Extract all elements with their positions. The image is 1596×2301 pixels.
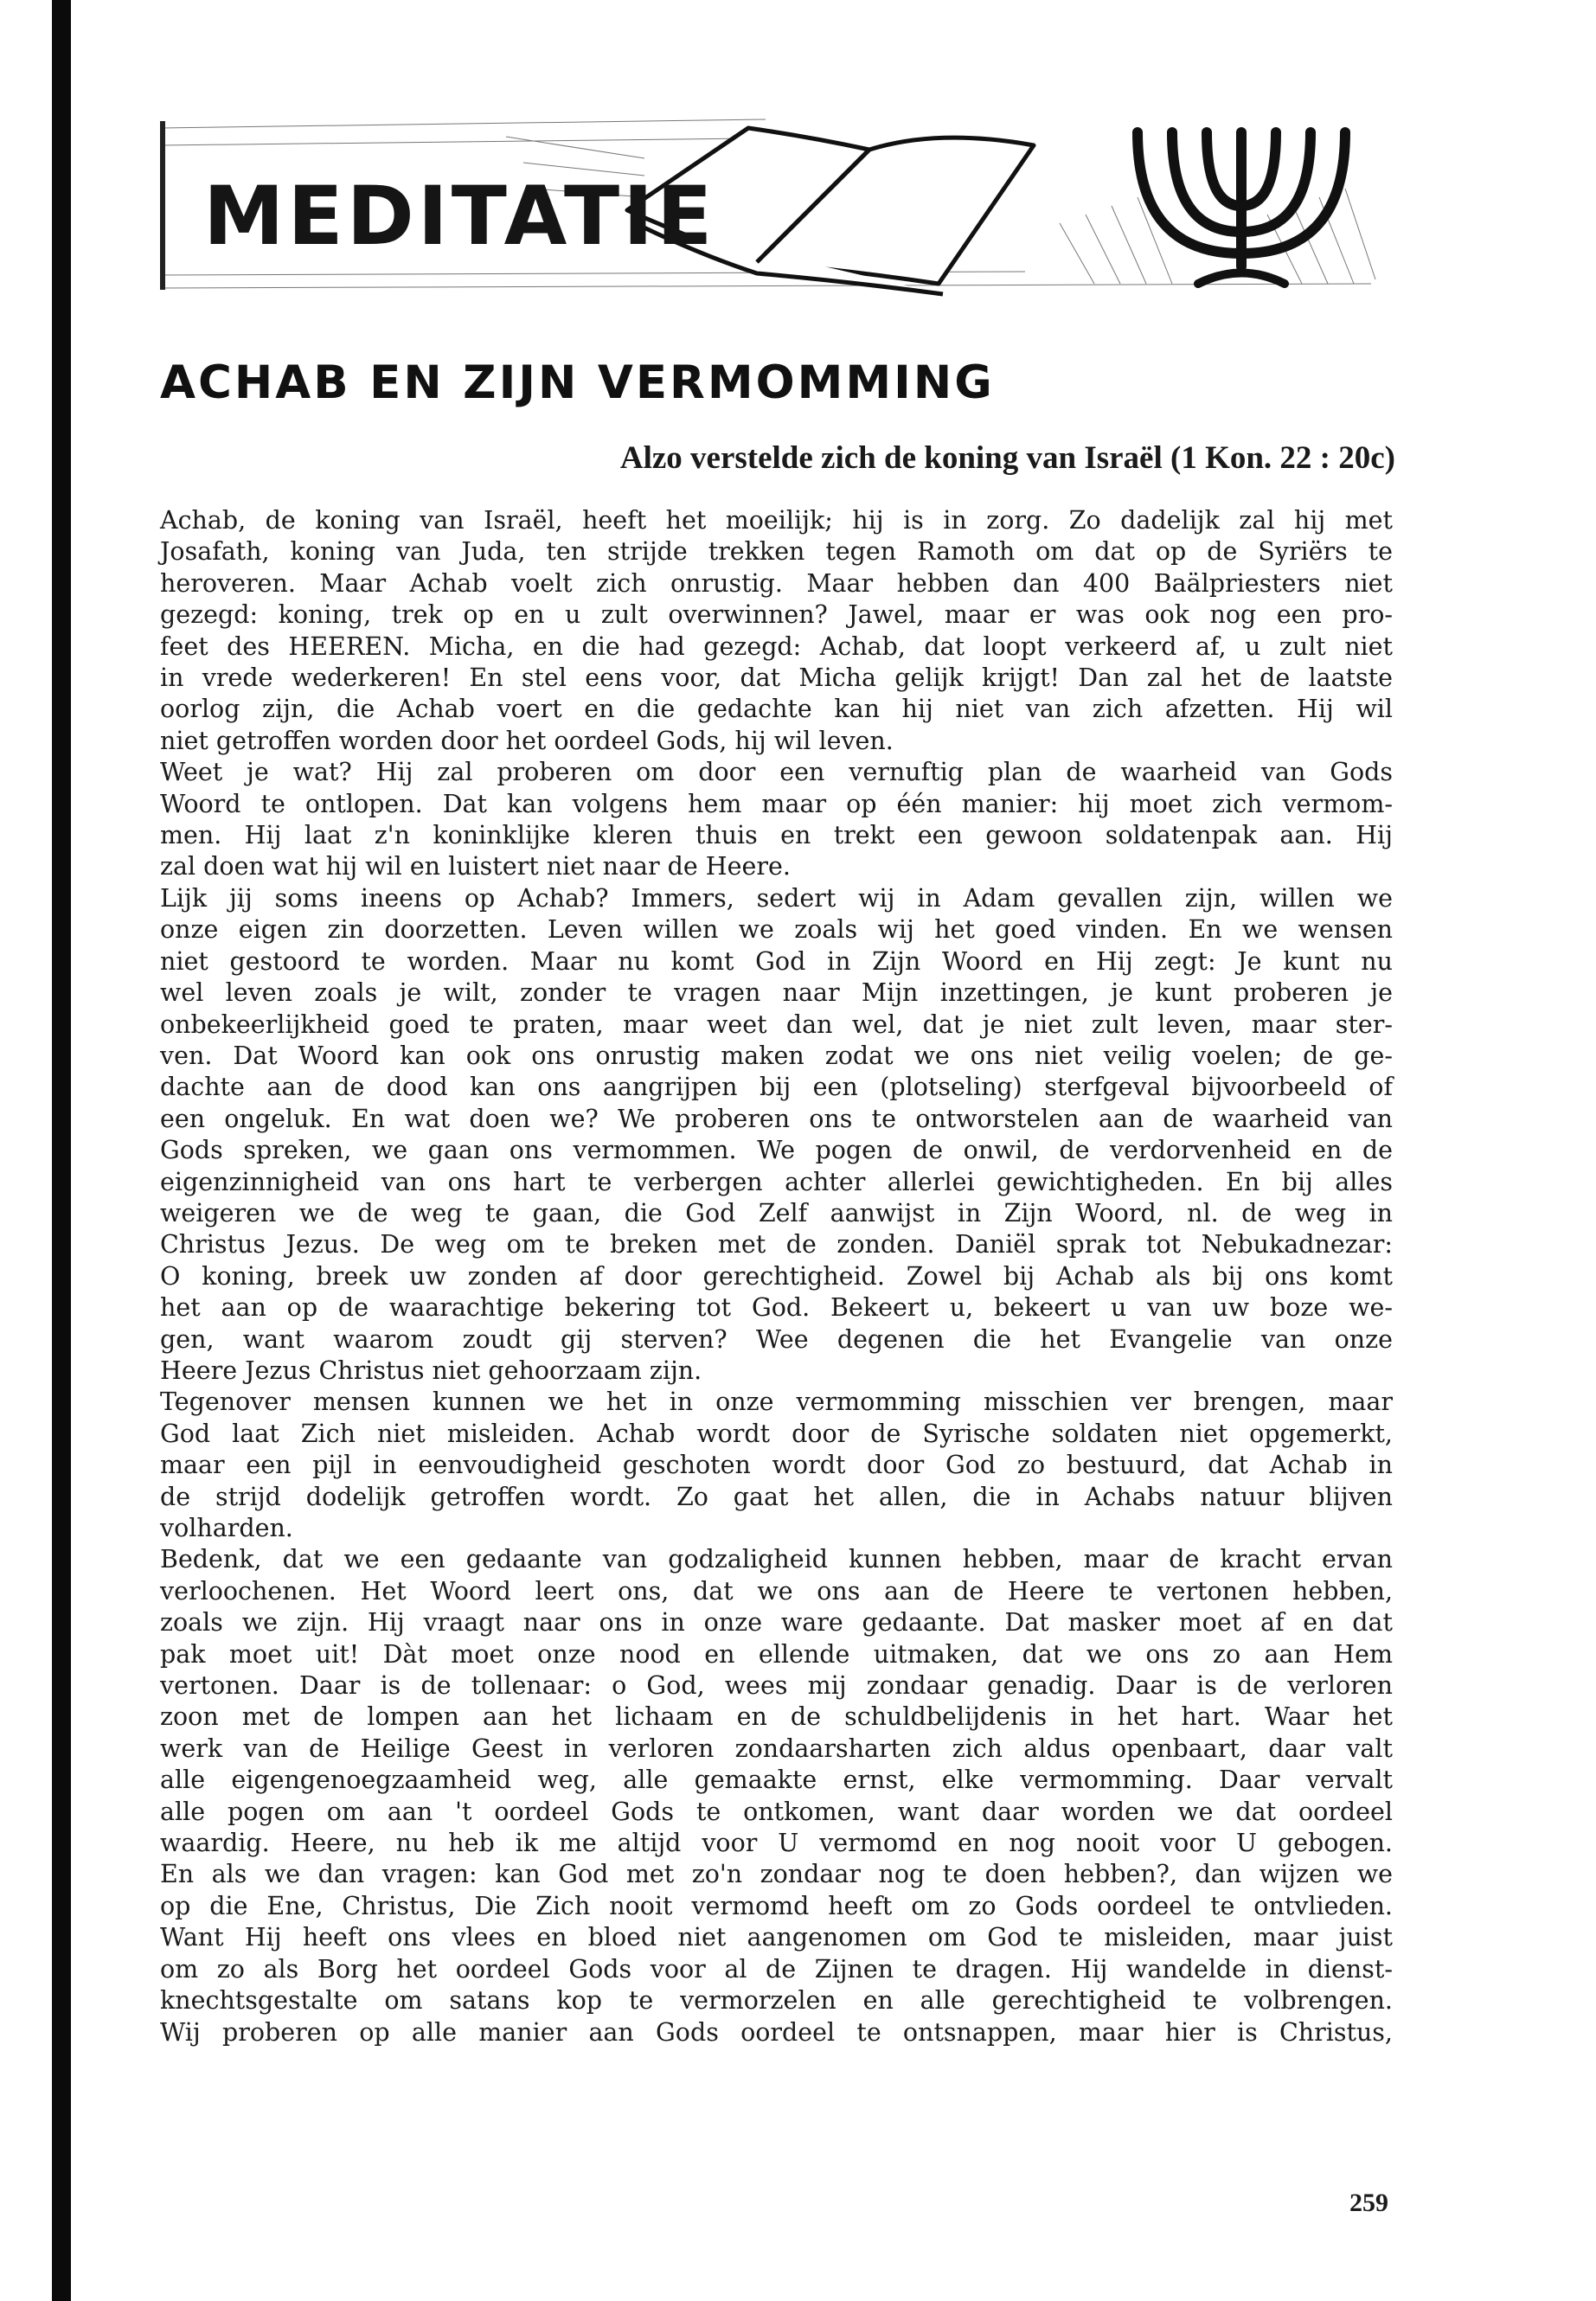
body-line: Josafath, koning van Juda, ten strijde trekken tegen Ramoth om dat op de Syriërs te [160,537,1393,567]
body-line: het aan op de waarachtige bekering tot God. Bekeert u, bekeert u van uw boze we- [160,1293,1393,1323]
body-line: Lijk jij soms ineens op Achab? Immers, sedert wij in Adam gevallen zijn, willen we [160,883,1393,913]
body-line: Wij proberen op alle manier aan Gods oordeel te ontsnappen, maar hier is Christus, [160,2017,1393,2047]
body-line: onze eigen zin doorzetten. Leven willen we zoals wij het goed vinden. En we wensen [160,915,1393,945]
body-line: onbekeerlijkheid goed te praten, maar weet dan wel, dat je niet zult leven, maar ster- [160,1009,1393,1039]
body-line: Christus Jezus. De weg om te breken met de zonden. Daniël sprak tot Nebukadnezar: [160,1230,1393,1259]
body-line: verloochenen. Het Woord leert ons, dat we ons aan de Heere te vertonen hebben, [160,1576,1393,1606]
body-line: werk van de Heilige Geest in verloren zondaarsharten zich aldus openbaart, daar valt [160,1734,1393,1763]
body-line: om zo als Borg het oordeel Gods voor al de Zijnen te dragen. Hij wandelde in dienst- [160,1954,1393,1984]
body-line: oorlog zijn, die Achab voert en die gedachte kan hij niet van zich afzetten. Hij wil [160,695,1393,724]
body-line: een ongeluk. En wat doen we? We proberen ons te ontworstelen aan de waarheid van [160,1104,1393,1133]
body-line: gen, want waarom zoudt gij sterven? Wee degenen die het Evangelie van onze [160,1324,1393,1354]
body-line: vertonen. Daar is de tollenaar: o God, wees mij zondaar genadig. Daar is de verloren [160,1671,1393,1701]
body-line: En als we dan vragen: kan God met zo'n zondaar nog te doen hebben?, dan wijzen we [160,1860,1393,1889]
body-line: in vrede wederkeren! En stel eens voor, dat Micha gelijk krijgt! Dan zal het de laatste [160,663,1393,693]
meditatie-header-banner [160,111,1380,310]
body-line: waardig. Heere, nu heb ik me altijd voor U vermomd en nog nooit voor U gebogen. [160,1829,1393,1858]
body-line: volharden. [160,1514,293,1542]
body-line: eigenzinnigheid van ons hart te verbergen achter allerlei gewichtigheden. En bij alles [160,1167,1393,1196]
body-line: zal doen wat hij wil en luistert niet naar de Heere. [160,852,791,881]
scripture-reference: Alzo verstelde zich de koning van Israël (1 Kon. 22 : 20c) [619,440,1395,476]
body-line: God laat Zich niet misleiden. Achab wordt door de Syrische soldaten niet opgemerkt, [160,1419,1393,1448]
body-line: men. Hij laat z'n koninklijke kleren thuis en trekt een gewoon soldatenpak aan. Hij [160,821,1393,850]
body-line: maar een pijl in eenvoudigheid geschoten wordt door God zo bestuurd, dat Achab in [160,1451,1393,1480]
body-line: pak moet uit! Dàt moet onze nood en ellende uitmaken, dat we ons zo aan Hem [160,1639,1393,1669]
banner-word-meditatie: MEDITATIE [203,170,716,264]
body-line: Want Hij heeft ons vlees en bloed niet aangenomen om God te misleiden, maar juist [160,1923,1393,1952]
body-line: Gods spreken, we gaan ons vermommen. We pogen de onwil, de verdorvenheid en de [160,1136,1393,1165]
body-line: Woord te ontlopen. Dat kan volgens hem maar op één manier: hij moet zich vermom- [160,789,1393,818]
body-line: ven. Dat Woord kan ook ons onrustig maken zodat we ons niet veilig voelen; de ge- [160,1041,1393,1070]
body-line: feet des HEEREN. Micha, en die had gezegd: Achab, dat loopt verkeerd af, u zult niet [160,631,1393,661]
body-line: zoon met de lompen aan het lichaam en de schuldbelijdenis in het hart. Waar het [160,1702,1393,1732]
body-line: Achab, de koning van Israël, heeft het moeilijk; hij is in zorg. Zo dadelijk zal hij met [160,506,1393,535]
body-line: Weet je wat? Hij zal proberen om door een vernuftig plan de waarheid van Gods [160,758,1393,787]
body-line: gezegd: koning, trek op en u zult overwinnen? Jawel, maar er was ook nog een pro- [160,600,1393,630]
article-title: ACHAB EN ZIJN VERMOMMING [160,356,995,409]
body-line: Tegenover mensen kunnen we het in onze vermomming misschien ver brengen, maar [160,1388,1393,1417]
body-line: de strijd dodelijk getroffen wordt. Zo gaat het allen, die in Achabs natuur blijven [160,1482,1393,1511]
body-line: knechtsgestalte om satans kop te vermorzelen en alle gerechtigheid te volbrengen. [160,1986,1393,2016]
binding-edge [52,0,71,2301]
body-line: wel leven zoals je wilt, zonder te vragen naar Mijn inzettingen, je kunt proberen je [160,978,1393,1008]
body-line: Heere Jezus Christus niet gehoorzaam zijn. [160,1356,702,1385]
body-line: heroveren. Maar Achab voelt zich onrustig. Maar hebben dan 400 Baälpriesters niet [160,568,1393,598]
menorah-icon [1138,132,1345,284]
body-line: niet gestoord te worden. Maar nu komt God in Zijn Woord en Hij zegt: Je kunt nu [160,946,1393,976]
article-body [160,505,1393,2048]
page-number: 259 [1349,2189,1388,2217]
body-line: op die Ene, Christus, Die Zich nooit vermomd heeft om zo Gods oordeel te ontvlieden. [160,1891,1393,1920]
body-line: niet getroffen worden door het oordeel Gods, hij wil leven. [160,726,894,755]
body-line: O koning, breek uw zonden af door gerechtigheid. Zowel bij Achab als bij ons komt [160,1261,1393,1291]
body-line: zoals we zijn. Hij vraagt naar ons in onze ware gedaante. Dat masker moet af en dat [160,1608,1393,1638]
body-line: Bedenk, dat we een gedaante van godzaligheid kunnen hebben, maar de kracht ervan [160,1545,1393,1574]
body-line: dachte aan de dood kan ons aangrijpen bij een (plotseling) sterfgeval bijvoorbeeld of [160,1073,1393,1102]
body-line: alle eigengenoegzaamheid weg, alle gemaakte ernst, elke vermomming. Daar vervalt [160,1766,1393,1795]
body-line: weigeren we de weg te gaan, die God Zelf aanwijst in Zijn Woord, nl. de weg in [160,1198,1393,1227]
body-line: alle pogen om aan 't oordeel Gods te ontkomen, want daar worden we dat oordeel [160,1797,1393,1826]
